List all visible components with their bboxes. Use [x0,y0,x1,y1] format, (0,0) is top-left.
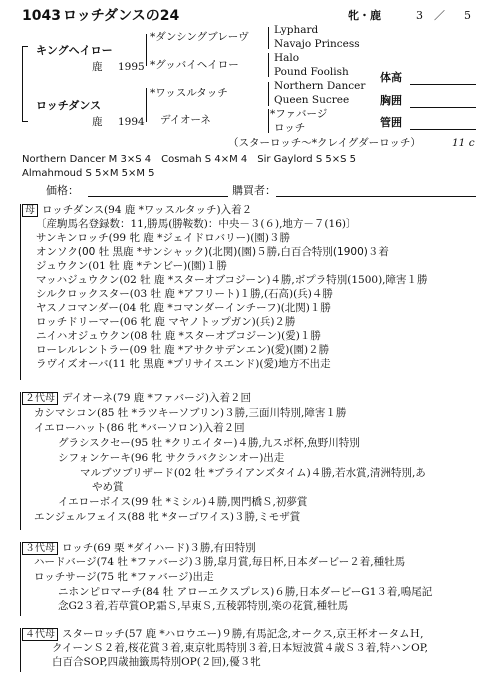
dam-line-8: ロッチドリーマー(06 牝 鹿 マヤノトップガン)(兵)２勝 [36,316,296,328]
sire-dam: *グッバイヘイロー [150,59,239,71]
gen4-section-tag: ４代母 [22,628,58,641]
dam-line-2: サンキンロッチ(99 牝 鹿 *ジェイドロバリー)(園)３勝 [36,232,290,244]
dss: Northern Dancer [274,80,366,92]
gen4-section-bar [20,628,21,672]
sds: Halo [274,52,300,64]
sire-color: 鹿 [92,61,103,73]
dam-section-tag: 母 [22,204,38,217]
dam-year: 1994 [118,116,145,128]
girth-field[interactable] [410,107,476,108]
price-label: 価格： [46,184,79,197]
ds-bracket [268,82,269,106]
dam-line-6: シルクロックスター(03 牡 鹿 *アフリート)１勝,(石高)(兵)４勝 [36,288,333,300]
gen2-line-0: デイオーネ(79 鹿 *ファバージ)入着２回 [62,392,251,404]
sd-bracket [268,53,269,77]
gen2-line-3: グラシスクセー(95 牡 *クリエイター)４勝,九スポ杯,魚野川特別 [58,437,360,449]
birth-month: 3 [416,9,423,22]
inbreeding-line-2: Almahmoud S 5×M 5×M 5 [22,168,155,179]
dam-line-5: マッハジュウクン(02 牡 鹿 *スターオブコジーン)４勝,ボプラ特別(1500),障害１勝 [36,274,428,286]
dam-line-0: ロッチダンス(94 鹿 *ワッスルタッチ)入着２ [42,204,253,216]
cannon-field[interactable] [410,129,476,130]
dam-line-11: ラヴイズオーバ(11 牝 黒鹿 *プリサイスエンド)(愛)地方不出走 [36,358,331,370]
dam-dam: デイオーネ [160,114,211,126]
horse-name: ロッチダンスの24 [63,8,180,24]
inbreeding-line-1: Northern Dancer M 3×S 4 Cosmah S 4×M 4 Sir Gaylord S 5×S 5 [22,154,356,165]
pedigree-bracket-left [22,46,23,122]
sdd: Pound Foolish [274,66,349,78]
birth-day: 5 [464,9,471,22]
sire-sire: *ダンシングブレーヴ [150,31,249,43]
dam-line-10: ローレルレントラー(09 牡 鹿 *アサクサデンエン)(愛)(園)２勝 [36,344,330,356]
cannon-label: 管囲 [380,116,402,129]
dds: *ファバージ [270,108,328,120]
gen3-section-bar [20,542,21,616]
date-slash: ／ [434,9,445,22]
sire-year: 1995 [118,61,145,73]
gen2-line-4: シフォンケーキ(96 牝 サクラバクシンオー)出走 [58,452,285,464]
gen3-line-4: 念G2３着,若草賞OP,霜Ｓ,早東Ｓ,五稜郭特別,楽の花賞,種牡馬 [58,600,349,612]
height-label: 体高 [380,71,402,84]
gen2-line-1: カシマシコン(85 牡 *ラツキーソブリン)３勝,三面川特別,障害１勝 [34,407,347,419]
gen2-section-tag: ２代母 [22,392,58,405]
lot-number: 1043 [22,8,61,24]
dsd: Queen Sucree [274,94,350,106]
gen3-line-1: ハードバージ(74 牡 *ファバージ)３勝,皐月賞,毎日杯,日本ダービー２着,種牡馬 [34,556,406,568]
gen4-line-2: 白百合SOP,四歳抽籤馬特別OP(２回),優３牝 [52,656,261,668]
gen3-line-0: ロッチ(69 栗 *ダイハード)３勝,有田特別 [62,542,256,554]
dam-section-bar [20,204,21,380]
gen2-line-7: イエローボイス(99 牡 *ミシル)４勝,関門橋Ｓ,初夢賞 [58,496,308,508]
gen2-line-8: エンジェルフェイス(88 牝 *ターゴワイス)３勝,ミモザ賞 [34,511,301,523]
dam-line-3: オンソク(00 牡 黒鹿 *サンシャック)(北関)(園)５勝,白百合特別(1900)３着 [36,246,389,258]
gen2-line-6: やめ賞 [92,481,124,493]
buyer-label: 購買者： [232,184,276,197]
gen2-line-2: イエローハット(86 牝 *バーソロン)入着２回 [34,422,245,434]
price-field[interactable] [88,196,228,197]
gen2-line-5: マルブツブリザード(02 牡 *ブライアンズタイム)４勝,若水賞,清洲特別,あ [80,467,426,479]
gen3-line-2: ロッチサージ(75 牝 *ファバージ)出走 [34,571,214,583]
gen3-line-3: ニホンピロマーチ(84 牡 アローエクスプレス)６勝,日本ダービーG1３着,鳴尾記 [58,586,433,598]
pedigree-bracket-bottom [22,121,28,122]
dam-name: ロッチダンス [36,99,102,112]
girth-label: 胸囲 [380,94,402,107]
dam-sire: *ワッスルタッチ [150,87,228,99]
dam-color: 鹿 [92,116,103,128]
ss-bracket [268,27,269,49]
ssd: Navajo Princess [274,38,360,50]
gen3-section-tag: ３代母 [22,542,58,555]
height-field[interactable] [410,84,476,85]
dam-line-4: ジュウクン(01 牡 鹿 *テンビー)(園)１勝 [36,260,227,272]
gen4-line-0: スターロッチ(57 鹿 *ハロウエー)９勝,有馬記念,オークス,京王杯オータムＨ, [62,628,424,640]
family-number: 11 c [452,137,475,149]
pedigree-bracket-top [22,46,28,47]
dam-line-7: ヤスノコマンダー(04 牝 鹿 *コマンダーインチーフ)(北関)１勝 [36,302,331,314]
sire-bracket [146,34,147,66]
dam-bracket [146,88,147,122]
dd-bracket [268,109,269,133]
family-line: （スターロッチ～*クレイグダーロッチ） [228,137,421,149]
gen2-section-bar [20,392,21,530]
gen4-line-1: クイーンＳ２着,桜花賞３着,東京牝馬特別３着,日本短波賞４歳Ｓ３着,特ハンOP, [52,642,428,654]
sss: Lyphard [274,24,319,36]
ddd: ロッチ [274,122,306,134]
sex-color: 牝・鹿 [348,9,381,22]
buyer-field[interactable] [276,196,476,197]
dam-line-9: ニイハオジュウクン(08 牡 鹿 *スターオブコジーン)(愛)１勝 [36,330,321,342]
sire-name: キングヘイロー [36,44,113,57]
dam-line-1: 〔産駒馬名登録数：11,勝馬(勝鞍数)：中央－３(６),地方－７(16)〕 [36,218,357,230]
